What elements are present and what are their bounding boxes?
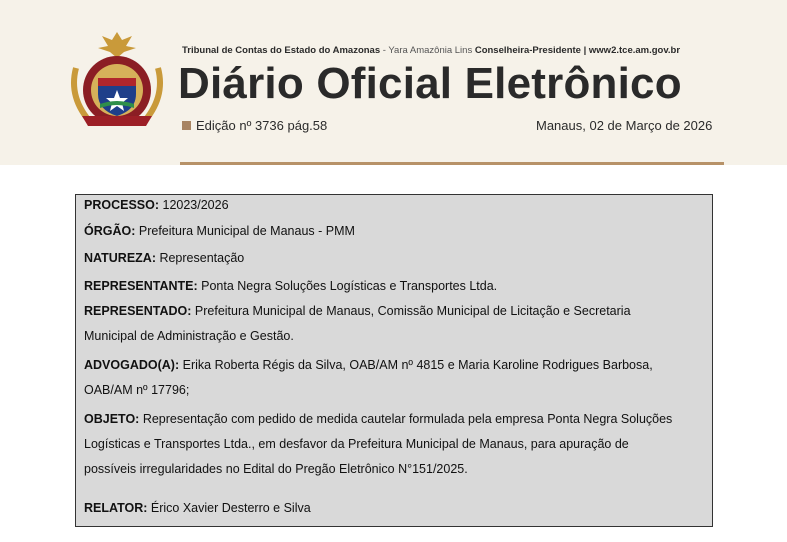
field-label: RELATOR:	[84, 501, 148, 515]
field-label: ADVOGADO(A):	[84, 358, 180, 372]
field-value: Representação com pedido de medida cautelar formulada pela empresa Ponta Negra Soluções	[139, 412, 673, 426]
field-label: REPRESENTADO:	[84, 304, 192, 318]
publication-date: Manaus, 02 de Março de 2026	[536, 118, 713, 133]
page-title: Diário Oficial Eletrônico	[178, 59, 682, 108]
text-line	[84, 407, 706, 432]
president-title: Conselheira-Presidente	[472, 45, 581, 56]
header-top-line	[182, 45, 680, 56]
field-label: NATUREZA:	[84, 251, 156, 265]
representado-row	[84, 299, 706, 349]
separator: |	[580, 45, 589, 56]
text-line	[84, 299, 706, 324]
field-value: 12023/2026	[159, 198, 229, 212]
processo-row	[84, 199, 706, 212]
field-label: PROCESSO:	[84, 198, 160, 212]
header-divider	[180, 162, 724, 165]
advogado-row	[84, 353, 706, 403]
objeto-row	[84, 407, 706, 482]
text-line: possíveis irregularidades no Edital do Pregão Eletrônico N°151/2025.	[84, 462, 468, 476]
field-value: Representação	[155, 251, 245, 265]
president-name: Yara Amazônia Lins	[388, 45, 473, 56]
representante-row	[84, 280, 706, 293]
text-line: OAB/AM nº 17796;	[84, 383, 190, 397]
orgao-row	[84, 225, 706, 238]
edition-text: Edição nº 3736 pág.58	[196, 118, 328, 133]
separator: -	[380, 45, 389, 56]
website-link[interactable]: www2.tce.am.gov.br	[588, 45, 681, 56]
field-value: Prefeitura Municipal de Manaus - PMM	[135, 224, 355, 238]
field-label: OBJETO:	[84, 412, 140, 426]
edition-info	[182, 118, 327, 133]
relator-row	[84, 502, 706, 515]
field-label: ÓRGÃO:	[84, 224, 136, 238]
natureza-row	[84, 252, 706, 265]
square-bullet-icon	[182, 121, 191, 130]
field-label: REPRESENTANTE:	[84, 279, 198, 293]
process-summary-box	[75, 194, 713, 527]
org-name: Tribunal de Contas do Estado do Amazonas	[182, 45, 381, 56]
text-line: Municipal de Administração e Gestão.	[84, 329, 294, 343]
field-value: Prefeitura Municipal de Manaus, Comissão Municipal de Licitação e Secretaria	[191, 304, 631, 318]
page-header	[0, 0, 787, 165]
field-value: Erika Roberta Régis da Silva, OAB/AM nº 4815 e Maria Karoline Rodrigues Barbosa,	[179, 358, 653, 372]
text-line	[84, 353, 706, 378]
text-line: Logísticas e Transportes Ltda., em desfavor da Prefeitura Municipal de Manaus, para apuração de	[84, 437, 629, 451]
tce-crest-logo	[62, 28, 172, 136]
field-value: Érico Xavier Desterro e Silva	[147, 501, 311, 515]
field-value: Ponta Negra Soluções Logísticas e Transportes Ltda.	[197, 279, 498, 293]
